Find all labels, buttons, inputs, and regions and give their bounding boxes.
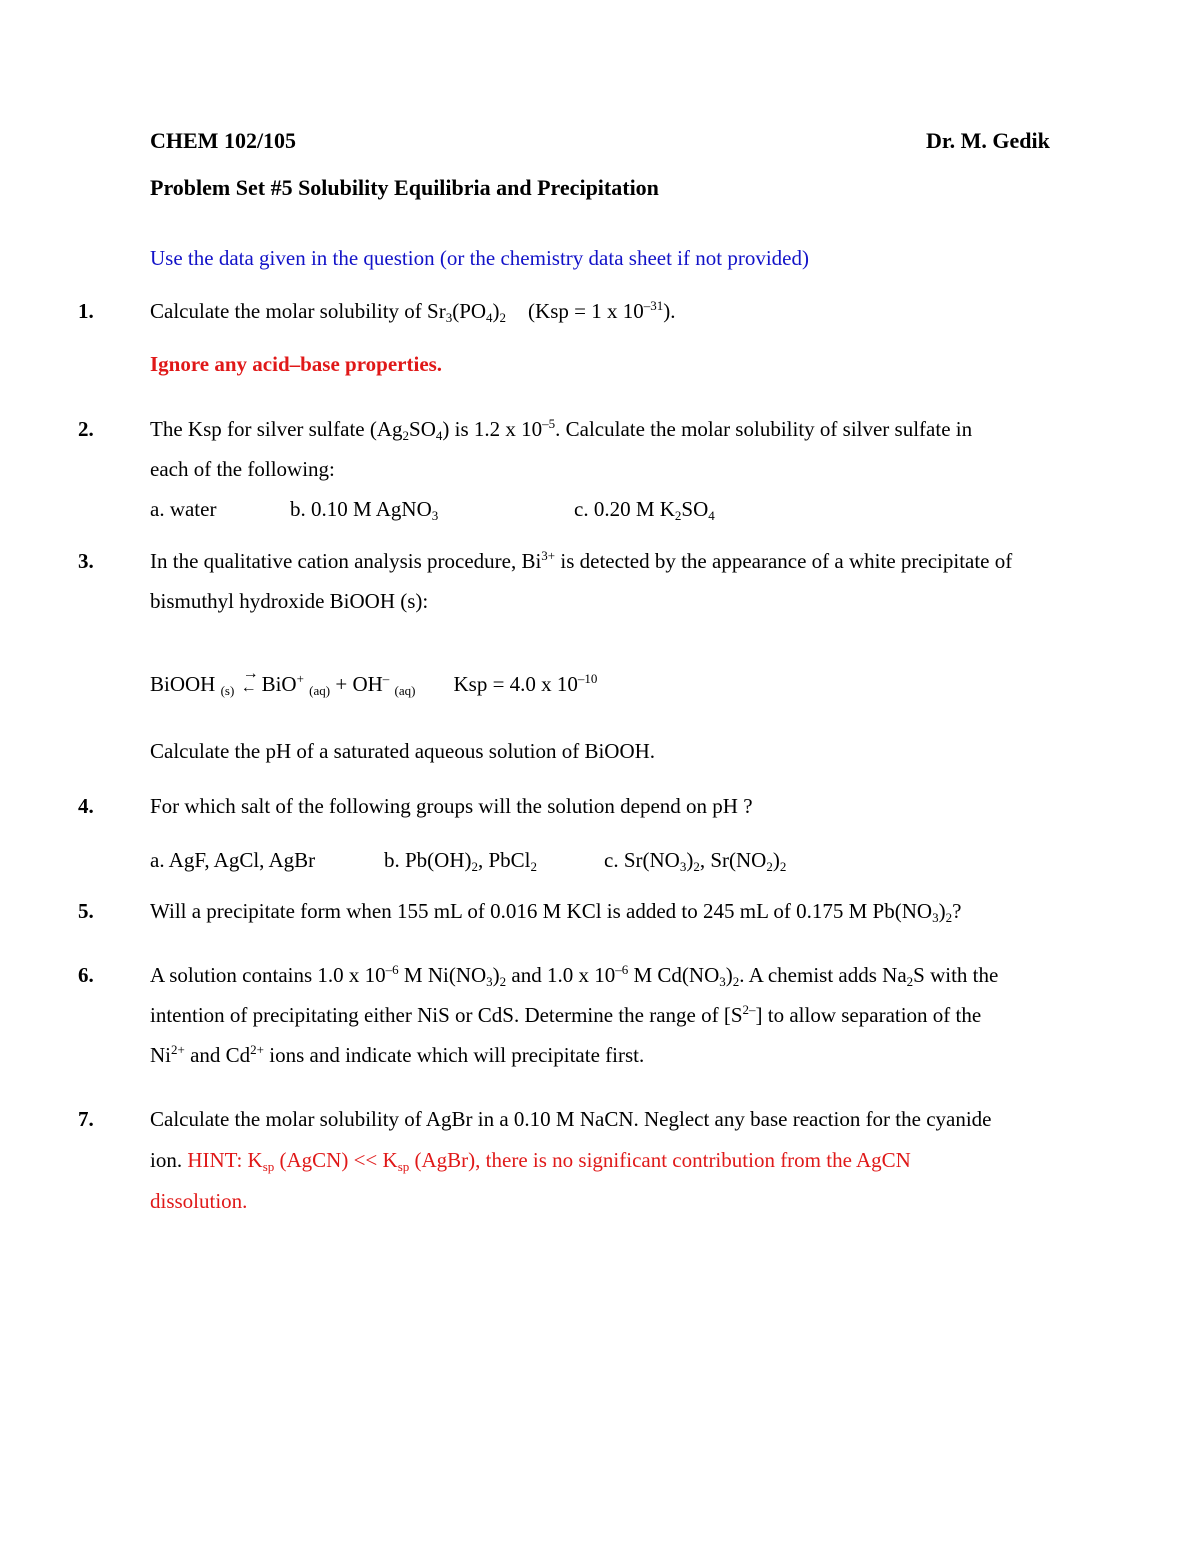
question-2-option-a: a. water [150,497,217,521]
instructor-name: Dr. M. Gedik [926,128,1050,153]
question-6-text-line2: intention of precipitating either NiS or CdS. Determine the range of $[S^{2-}]$ to allow separation of the [150,1002,982,1027]
equilibrium-arrows-icon: → ← [240,665,259,696]
question-2-number: 2. [78,417,94,441]
question-7-hint-line2: dissolution. [150,1189,248,1213]
question-5-number: 5. [78,899,94,923]
question-3-equation: BiOOH $_{(s)}$ → ← BiO+ $_{(aq)}$ + OH– $_{(aq)}$ Ksp = 4.0 x $10^{-10}$ [150,665,598,698]
question-3-text-line3: Calculate the pH of a saturated aqueous solution of BiOOH. [150,739,656,763]
question-6-text-line1: A solution contains 1.0 x $10^{-6}$ M $Ni(NO_3)_2$ and 1.0 x $10^{-6}$ M $Cd(NO_3)_2$. A chemist adds $Na_2S$ with the [150,962,999,989]
question-2-text-line1: The Ksp for silver sulfate $(Ag_2SO_4)$ is 1.2 x $10^{-5}$. Calculate the molar solubility of silver sulfate in [150,416,973,443]
question-4-option-a: a. AgF, AgCl, AgBr [150,848,316,872]
question-1-note: Ignore any acid–base properties. [150,352,443,376]
question-5-text: Will a precipitate form when 155 mL of 0.016 M KCl is added to 245 mL of 0.175 M $Pb(NO_3)_2$? [150,899,962,925]
question-6-text-line3: $Ni^{2+}$ and $Cd^{2+}$ ions and indicate which will precipitate first. [150,1042,645,1067]
question-2-option-b: b. 0.10 M AgNO$_3$ [290,497,439,523]
page-title: Problem Set #5 Solubility Equilibria and Precipitation [150,175,659,200]
question-4-option-c: c. $Sr(NO_3)_2$, $Sr(NO_2)_2$ [604,848,787,874]
question-6-number: 6. [78,963,94,987]
question-3-text-line1: In the qualitative cation analysis procedure, $Bi^{3+}$ is detected by the appearance of a white precipitate of [150,548,1013,573]
question-2-option-c: c. 0.20 M $K_2SO_4$ [574,497,715,523]
instructions: Use the data given in the question (or the chemistry data sheet if not provided) [150,246,809,270]
question-4-text: For which salt of the following groups will the solution depend on pH ? [150,794,753,818]
question-3-number: 3. [78,549,94,573]
question-1-text: Calculate the molar solubility of $Sr_3(PO_4)_2$ (Ksp = 1 x $10^{-31}$). [150,298,676,325]
course-code: CHEM 102/105 [150,128,297,153]
question-7-hint: HINT: $K_{sp}$ (AgCN) << $K_{sp}$ (AgBr), there is no significant contribution from the AgCN [187,1148,911,1174]
question-7-number: 7. [78,1107,94,1131]
question-7-text-line1: Calculate the molar solubility of AgBr in a 0.10 M NaCN. Neglect any base reaction for the cyanide [150,1107,992,1131]
question-2-text-line2: each of the following: [150,457,335,481]
question-3-text-line2: bismuthyl hydroxide BiOOH (s): [150,589,429,613]
question-4-option-b: b. $Pb(OH)_2$, PbCl$_2$ [384,848,538,874]
question-1-number: 1. [78,299,94,323]
question-4-number: 4. [78,794,94,818]
question-7-text-line2: ion. HINT: $K_{sp}$ (AgCN) << $K_{sp}$ (AgBr), there is no significant contribution from the AgCN [150,1148,911,1174]
